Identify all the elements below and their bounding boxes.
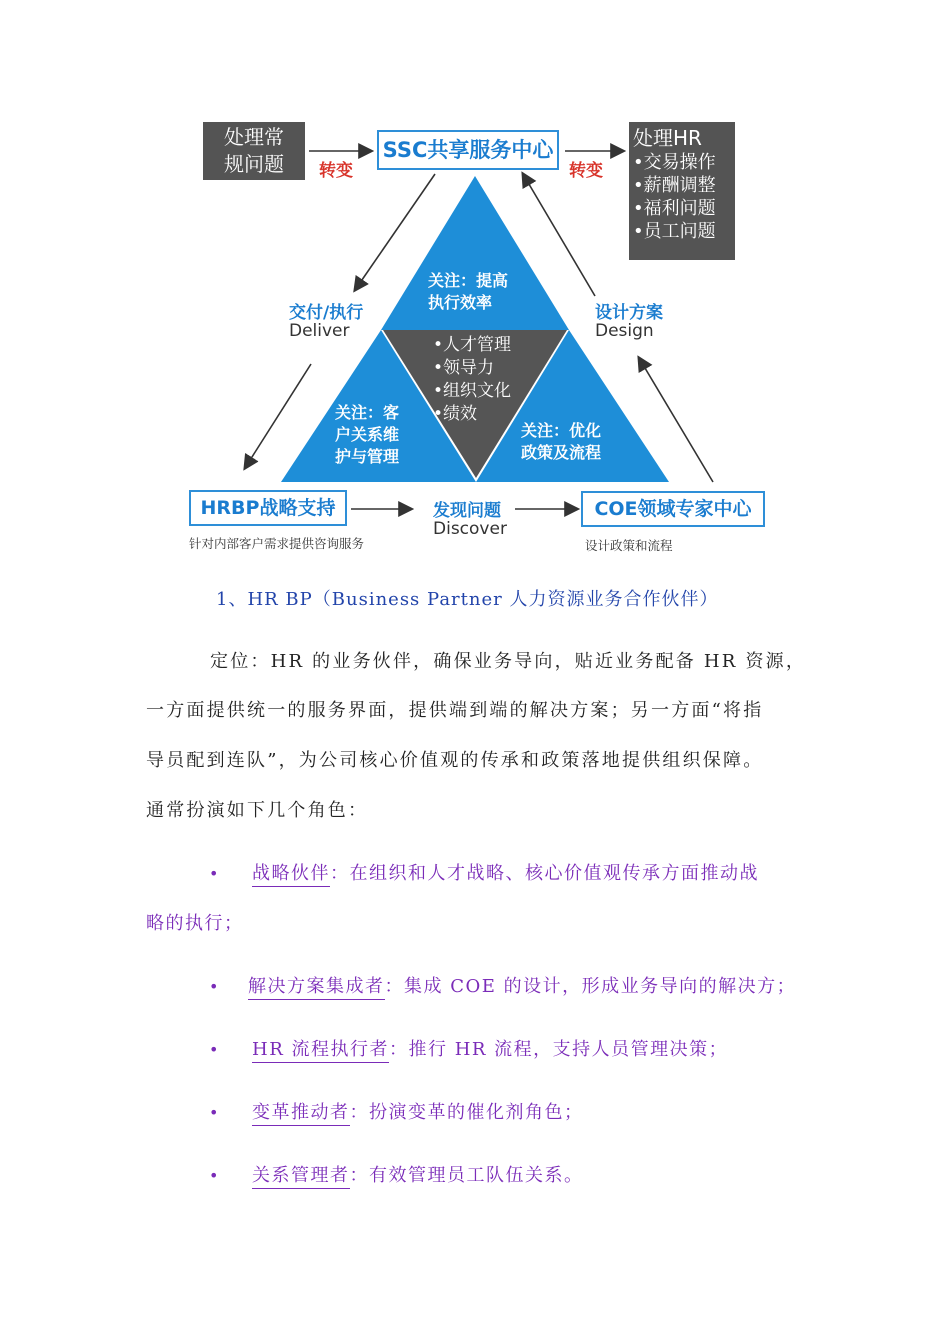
paragraph-line-1: 定位：HR 的业务伙伴，确保业务导向，贴近业务配备 HR 资源，: [210, 651, 807, 672]
role-name: 关系管理者: [252, 1165, 350, 1189]
section-title: 1、HR BP（Business Partner 人力资源业务合作伙伴）: [216, 589, 719, 610]
role-desc: ：推行 HR 流程，支持人员管理决策；: [388, 1039, 729, 1060]
top-triangle-text: [428, 270, 508, 314]
role-name: 解决方案集成者: [248, 976, 385, 1000]
role-name: HR 流程执行者: [252, 1039, 389, 1063]
bullet-dot: •: [209, 1166, 219, 1185]
right-triangle-line-2: 政策及流程: [521, 443, 602, 462]
role-desc: ：有效管理员工队伍关系。: [349, 1165, 584, 1186]
hr-tasks-title: 处理HR: [633, 126, 702, 150]
paragraph-line-4: 通常扮演如下几个角色：: [146, 800, 369, 821]
ssc-box: SSC共享服务中心: [377, 130, 559, 170]
discover-cn: 发现问题: [433, 501, 501, 521]
routine-issues-box: [203, 122, 305, 180]
bullet-dot: •: [209, 1040, 219, 1059]
coe-caption: 设计政策和流程: [585, 538, 673, 553]
routine-issues-line-1: 处理常: [224, 125, 284, 149]
left-triangle-line-2: 户关系维: [335, 425, 400, 444]
design-cn: 设计方案: [595, 303, 663, 323]
left-triangle-line-1: 关注：客: [335, 403, 400, 422]
hrbp-caption: 针对内部客户需求提供咨询服务: [189, 536, 365, 551]
hr-task-item: •交易操作: [633, 152, 716, 173]
center-item: •绩效: [433, 404, 478, 424]
deliver-cn: 交付/执行: [289, 303, 364, 323]
role-name: 战略伙伴: [252, 863, 330, 887]
left-triangle-text: [335, 402, 399, 468]
center-item: •人才管理: [433, 335, 512, 355]
coe-box: COE领域专家中心: [581, 491, 765, 527]
paragraph-line-3: 导员配到连队”，为公司核心价值观的传承和政策落地提供组织保障。: [146, 750, 764, 771]
paragraph-line-2: 一方面提供统一的服务界面，提供端到端的解决方案；另一方面“将指: [146, 700, 764, 721]
role-item: [252, 862, 759, 886]
hr-three-pillar-diagram: [185, 118, 785, 560]
hr-task-item: •薪酬调整: [633, 175, 716, 196]
routine-issues-line-2: 规问题: [224, 152, 284, 176]
bullet-dot: •: [209, 1103, 219, 1122]
hr-task-item: •员工问题: [633, 221, 716, 242]
center-item: •组织文化: [433, 381, 512, 401]
bullet-dot: •: [209, 864, 219, 883]
role-item: [252, 1038, 728, 1062]
hr-tasks-box: [629, 122, 735, 260]
role-desc: ：扮演变革的催化剂角色；: [349, 1102, 584, 1123]
right-triangle-text: [521, 420, 601, 464]
transform-label-left: 转变: [319, 161, 353, 181]
role-desc: ：在组织和人才战略、核心价值观传承方面推动战: [330, 863, 759, 884]
role-item-continuation: 略的执行；: [146, 913, 244, 934]
right-triangle-line-1: 关注：优化: [521, 421, 602, 440]
role-item: [252, 1164, 584, 1188]
center-item: •领导力: [433, 358, 495, 378]
top-triangle-line-1: 关注：提高: [428, 271, 509, 290]
left-triangle-line-3: 护与管理: [335, 447, 400, 466]
discover-en: Discover: [433, 519, 507, 539]
bullet-dot: •: [209, 977, 219, 996]
design-en: Design: [595, 321, 654, 341]
deliver-en: Deliver: [289, 321, 350, 341]
role-item: [252, 1101, 584, 1125]
hrbp-box: HRBP战略支持: [189, 490, 347, 526]
role-item: [248, 975, 796, 999]
center-triangle-text: [433, 334, 511, 426]
top-triangle-line-2: 执行效率: [428, 293, 493, 312]
hr-task-item: •福利问题: [633, 198, 716, 219]
role-desc: ：集成 COE 的设计，形成业务导向的解决方；: [384, 976, 797, 997]
transform-label-right: 转变: [569, 161, 603, 181]
role-name: 变革推动者: [252, 1102, 350, 1126]
